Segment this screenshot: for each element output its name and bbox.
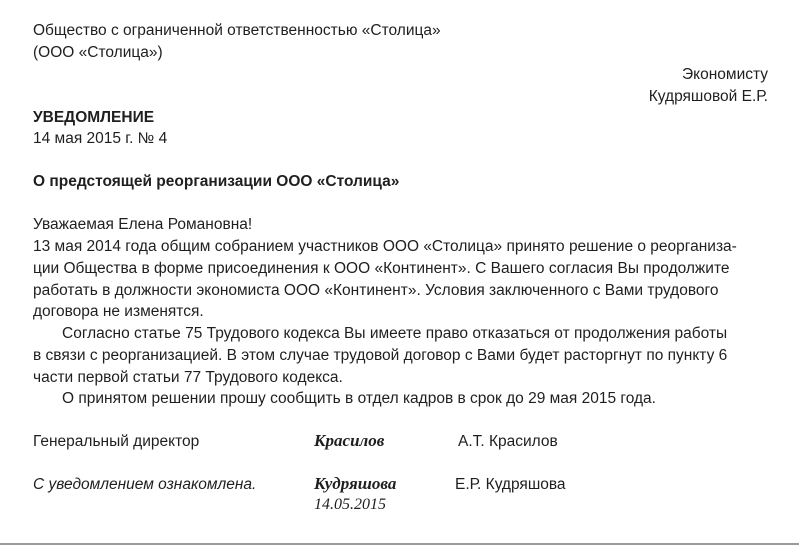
paragraph-1-line-2: ции Общества в форме присоединения к ООО «Континент». С Вашего согласия Вы продолжите <box>33 260 730 277</box>
org-short-name: (ООО «Столица») <box>33 44 163 61</box>
director-title: Генеральный директор <box>33 433 200 450</box>
paragraph-2-line-1: Согласно статье 75 Трудового кодекса Вы имеете право отказаться от продолжения работы <box>62 325 728 342</box>
notice-date-number: 14 мая 2015 г. № 4 <box>33 130 168 147</box>
acknowledgement-label: С уведомлением ознакомлена. <box>33 476 257 493</box>
paragraph-1-line-3: работать в должности экономиста ООО «Континент». Условия заключенного с Вами трудового <box>33 282 719 299</box>
greeting: Уважаемая Елена Романовна! <box>33 216 253 233</box>
acknowledgement-date: 14.05.2015 <box>314 496 386 513</box>
employee-name: Е.Р. Кудряшова <box>455 476 566 493</box>
paragraph-2-line-2: в связи с реорганизацией. В этом случае трудовой договор с Вами будет расторгнут по пункту 6 <box>33 347 728 364</box>
paragraph-1-line-1: 13 мая 2014 года общим собранием участников ООО «Столица» принято решение о реорганиза- <box>33 238 737 255</box>
paragraph-2-line-3: части первой статьи 77 Трудового кодекса. <box>33 369 343 386</box>
employee-signature: Кудряшова <box>314 474 397 493</box>
director-signature: Красилов <box>314 431 385 450</box>
recipient-name: Кудряшовой Е.Р. <box>648 88 768 105</box>
director-name: А.Т. Красилов <box>458 433 558 450</box>
paragraph-3-line-1: О принятом решении прошу сообщить в отдел кадров в срок до 29 мая 2015 года. <box>62 390 656 407</box>
notice-title: УВЕДОМЛЕНИЕ <box>33 109 155 126</box>
paragraph-1-line-4: договора не изменятся. <box>33 303 204 320</box>
recipient-position: Экономисту <box>682 66 768 83</box>
notice-subject: О предстоящей реорганизации ООО «Столица» <box>33 173 400 190</box>
org-name: Общество с ограниченной ответственностью «Столица» <box>33 22 441 39</box>
